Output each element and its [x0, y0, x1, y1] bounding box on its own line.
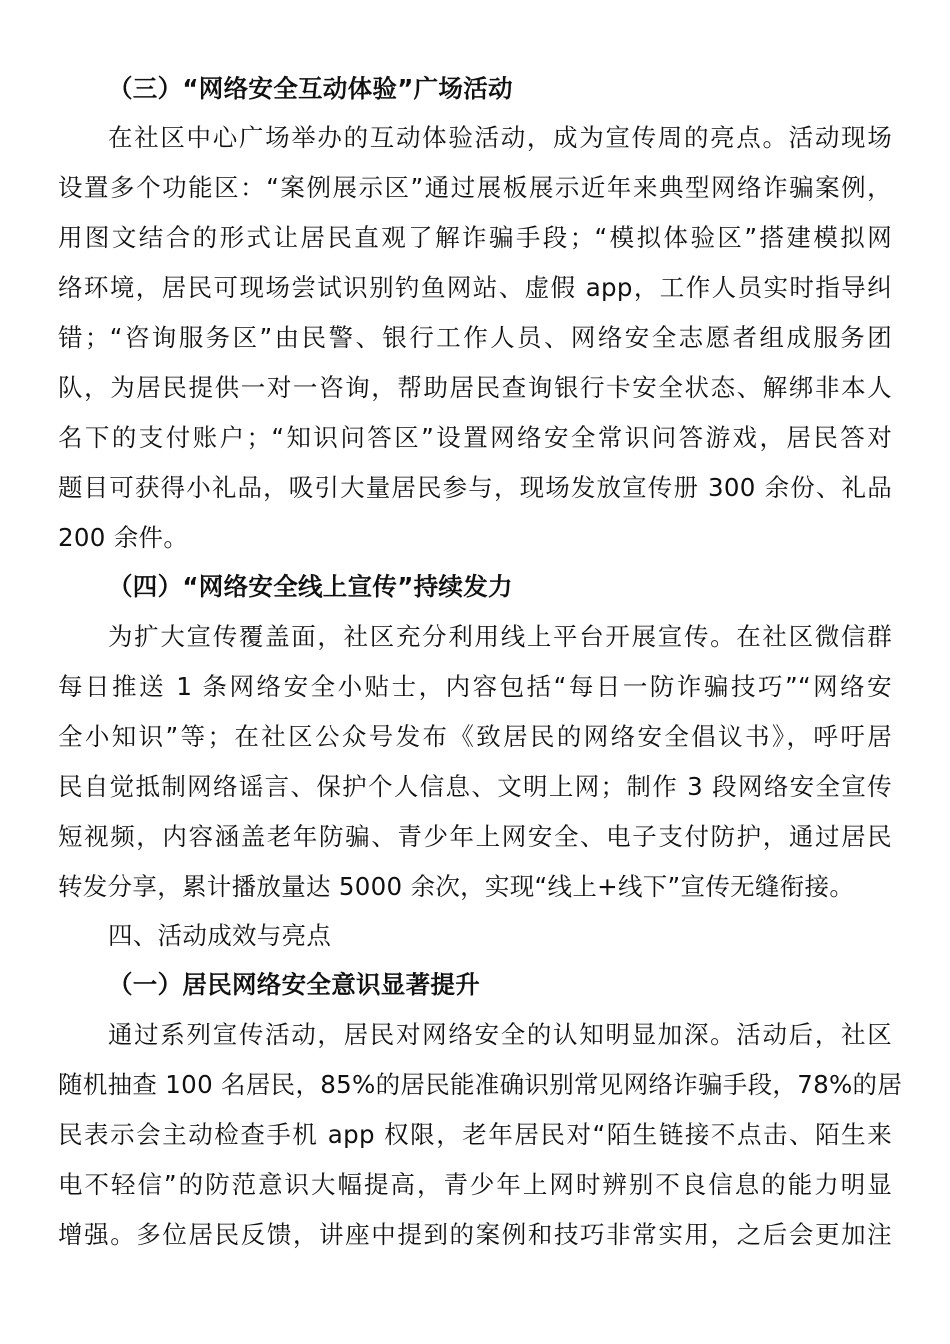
paragraph-line: 民表示会主动检查手机 app 权限，老年居民对“陌生链接不点击、陌生来	[58, 1120, 892, 1149]
paragraph-line: 队，为居民提供一对一咨询，帮助居民查询银行卡安全状态、解绑非本人	[58, 373, 892, 402]
paragraph-line: 错；“咨询服务区”由民警、银行工作人员、网络安全志愿者组成服务团	[58, 323, 892, 352]
paragraph-line: 全小知识”等；在社区公众号发布《致居民的网络安全倡议书》，呼吁居	[58, 722, 892, 751]
section-heading-4: （四）“网络安全线上宣传”持续发力	[108, 572, 513, 601]
paragraph-line: 用图文结合的形式让居民直观了解诈骗手段；“模拟体验区”搭建模拟网	[58, 223, 892, 252]
paragraph-line: 题目可获得小礼品，吸引大量居民参与，现场发放宣传册 300 余份、礼品	[58, 473, 892, 502]
paragraph-line: 在社区中心广场举办的互动体验活动，成为宣传周的亮点。活动现场	[108, 123, 892, 152]
paragraph-line: 电不轻信”的防范意识大幅提高，青少年上网时辨别不良信息的能力明显	[58, 1170, 892, 1199]
chapter-heading-4: 四、活动成效与亮点	[108, 921, 332, 950]
paragraph-line: 通过系列宣传活动，居民对网络安全的认知明显加深。活动后，社区	[108, 1020, 892, 1049]
paragraph-line: 络环境，居民可现场尝试识别钓鱼网站、虚假 app，工作人员实时指导纠	[58, 273, 892, 302]
section-heading-3: （三）“网络安全互动体验”广场活动	[108, 74, 513, 103]
paragraph-line: 每日推送 1 条网络安全小贴士，内容包括“每日一防诈骗技巧”“网络安	[58, 672, 892, 701]
paragraph-line: 民自觉抵制网络谣言、保护个人信息、文明上网；制作 3 段网络安全宣传	[58, 772, 892, 801]
paragraph-line: 设置多个功能区：“案例展示区”通过展板展示近年来典型网络诈骗案例，	[58, 173, 892, 202]
paragraph-line: 短视频，内容涵盖老年防骗、青少年上网安全、电子支付防护，通过居民	[58, 822, 892, 851]
paragraph-line: 增强。多位居民反馈，讲座中提到的案例和技巧非常实用，之后会更加注	[58, 1220, 892, 1249]
paragraph-line: 随机抽查 100 名居民，85%的居民能准确识别常见网络诈骗手段，78%的居	[58, 1070, 903, 1099]
section-heading-1: （一）居民网络安全意识显著提升	[108, 970, 480, 999]
paragraph-line: 转发分享，累计播放量达 5000 余次，实现“线上+线下”宣传无缝衔接。	[58, 872, 855, 901]
paragraph-line: 为扩大宣传覆盖面，社区充分利用线上平台开展宣传。在社区微信群	[108, 622, 892, 651]
paragraph-line: 200 余件。	[58, 523, 189, 552]
paragraph-line: 名下的支付账户；“知识问答区”设置网络安全常识问答游戏，居民答对	[58, 423, 892, 452]
